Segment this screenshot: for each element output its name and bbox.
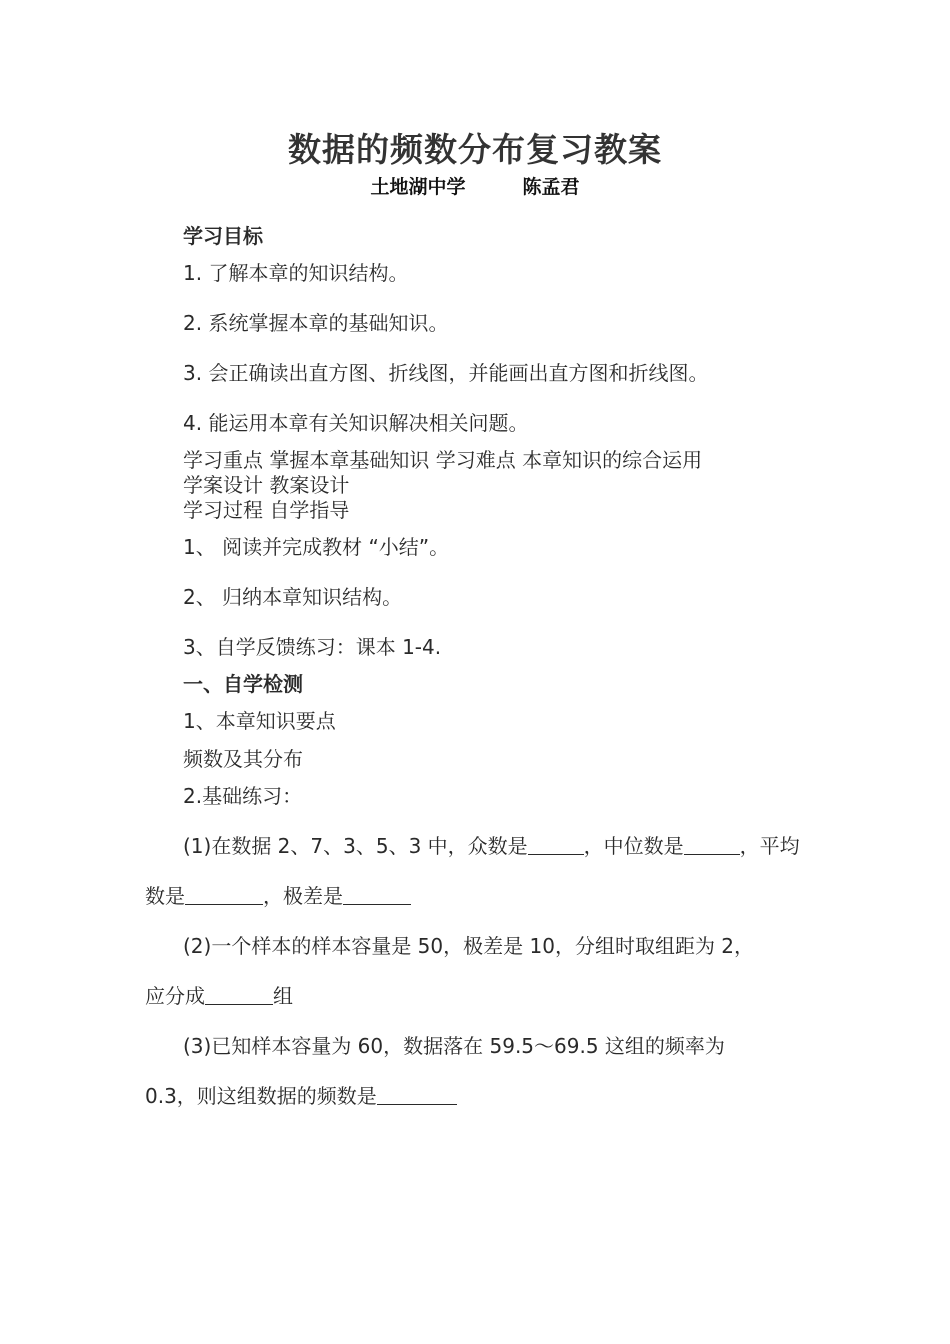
exercise-text: 数是	[145, 884, 185, 908]
exercise-text: ，平均	[739, 834, 800, 858]
exercise-3-line-2	[145, 1082, 457, 1110]
exercise-text: 应分成	[145, 984, 205, 1008]
author-line: 土地湖中学 陈孟君	[370, 176, 580, 198]
exercise-text: 组	[273, 984, 293, 1008]
exercise-text: 0.3，则这组数据的频数是	[145, 1084, 377, 1108]
exercise-text: ，中位数是	[583, 834, 684, 858]
objective-item: 3. 会正确读出直方图、折线图，并能画出直方图和折线图。	[183, 361, 709, 385]
guide-item: 3、自学反馈练习：课本 1-4.	[183, 635, 442, 659]
exercise-1-line-1	[183, 832, 800, 860]
answer-blank-mean[interactable]	[185, 884, 263, 905]
guide-item: 2、 归纳本章知识结构。	[183, 585, 403, 609]
process-line: 学习过程 自学指导	[183, 498, 350, 522]
exercise-1-line-2	[145, 882, 411, 910]
section-item: 2.基础练习：	[183, 784, 303, 808]
section-heading: 一、自学检测	[183, 672, 303, 696]
exercise-3-line-1	[183, 1032, 725, 1060]
exercise-text: ，极差是	[263, 884, 343, 908]
guide-item: 1、 阅读并完成教材 “小结”。	[183, 535, 450, 559]
objective-item: 1. 了解本章的知识结构。	[183, 261, 409, 285]
answer-blank-mode[interactable]	[528, 834, 584, 855]
section-item: 1、本章知识要点	[183, 709, 336, 733]
answer-blank-median[interactable]	[684, 834, 740, 855]
objective-item: 4. 能运用本章有关知识解决相关问题。	[183, 411, 529, 435]
answer-blank-groups[interactable]	[205, 984, 273, 1005]
exercise-text: (1)在数据 2、7、3、5、3 中，众数是	[183, 834, 528, 858]
design-line: 学案设计 教案设计	[183, 473, 350, 497]
objectives-heading: 学习目标	[183, 224, 263, 248]
exercise-2-line-1	[183, 932, 754, 960]
document-title: 数据的频数分布复习教案	[288, 130, 662, 169]
exercise-text: (2)一个样本的样本容量是 50，极差是 10，分组时取组距为 2，	[183, 934, 755, 958]
objective-item: 2. 系统掌握本章的基础知识。	[183, 311, 449, 335]
exercise-2-line-2	[145, 982, 293, 1010]
focus-line: 学习重点 掌握本章基础知识 学习难点 本章知识的综合运用	[183, 448, 703, 472]
answer-blank-range[interactable]	[343, 884, 411, 905]
section-item: 频数及其分布	[183, 747, 303, 771]
exercise-text: (3)已知样本容量为 60，数据落在 59.5～69.5 这组的频率为	[183, 1034, 725, 1058]
answer-blank-frequency[interactable]	[377, 1084, 457, 1105]
